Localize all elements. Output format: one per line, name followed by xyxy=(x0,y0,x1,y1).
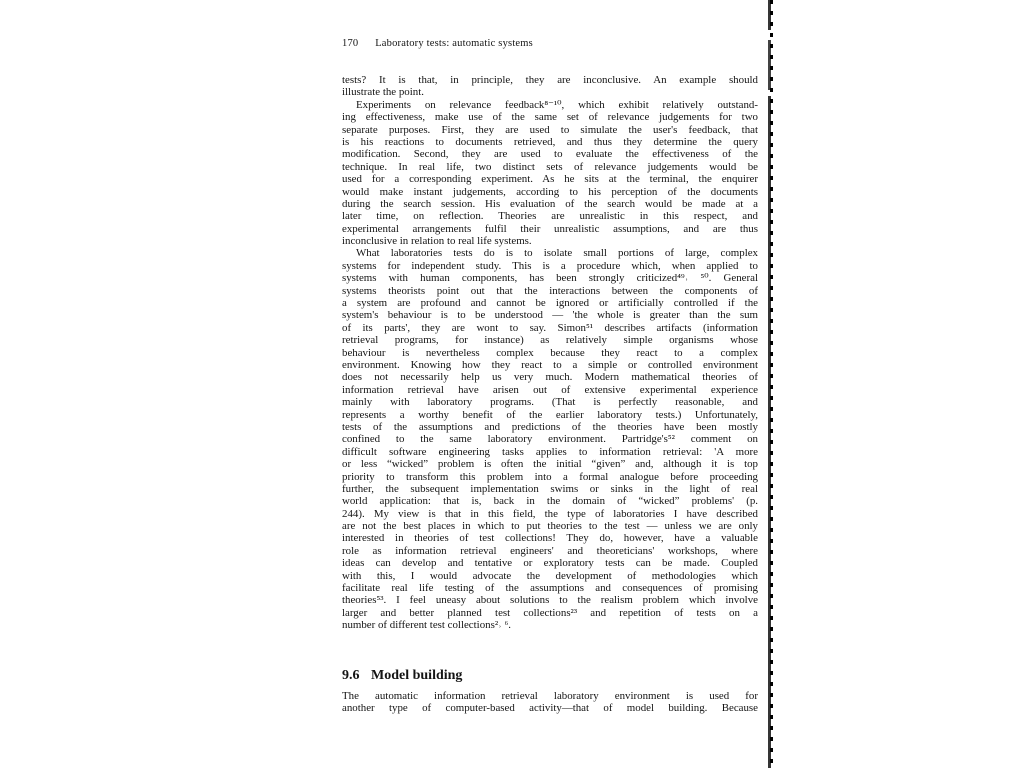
scan-edge-artifact xyxy=(768,0,774,768)
text-line: system's behaviour is to be understood — 'the whole is greater than the sum xyxy=(342,309,758,322)
running-title: Laboratory tests: automatic systems xyxy=(375,38,533,49)
text-line: does not necessarily help us very much. Modern mathematical theories of xyxy=(342,371,758,384)
section-number: 9.6 xyxy=(342,668,360,683)
section-heading xyxy=(342,668,462,684)
text-line: systems for independent study. This is a procedure which, when applied to xyxy=(342,259,758,272)
scan-edge-dots xyxy=(770,0,773,768)
text-line: mainly with laboratory programs. (That is perfectly reasonable, and xyxy=(342,396,758,409)
text-line: theories⁵³. I feel uneasy about solutions to the realism problem which involve xyxy=(342,594,758,607)
body-text xyxy=(342,74,758,632)
text-line: of its parts', they are wont to say. Simon⁵¹ describes artifacts (information xyxy=(342,321,758,334)
text-line: illustrate the point. xyxy=(342,86,424,99)
text-line: Experiments on relevance feedback⁸⁻¹⁰, which exhibit relatively outstand- xyxy=(356,98,758,111)
text-line: 244). My view is that in this field, the type of laboratories I have described xyxy=(342,507,758,520)
text-line: experimental arrangements fulfil their unrealistic assumptions, and are thus xyxy=(342,222,758,235)
text-line: further, the subsequent implementation swims or sinks in the light of real xyxy=(342,482,758,495)
text-line: is his reactions to documents retrieved, and thus they determine the query xyxy=(342,135,758,148)
text-line: during the search session. His evaluation of the search would be made at a xyxy=(342,197,758,210)
text-line: used for a corresponding experiment. As he sits at the terminal, the enquirer xyxy=(342,173,758,186)
scanned-page xyxy=(336,30,764,768)
text-line: information retrieval have arisen out of extensive experimental experience xyxy=(342,383,758,396)
text-line: represents a worthy benefit of the earlier laboratory tests.) Unfortunately, xyxy=(342,408,758,421)
text-line: separate purposes. First, they are used to simulate the user's feedback, that xyxy=(342,123,758,136)
text-line: confined to the same laboratory environment. Partridge's⁵² comment on xyxy=(342,433,758,446)
text-line: retrieval programs, for instance) as relatively simple organisms whose xyxy=(342,334,758,347)
text-line: ing effectiveness, make use of the same set of relevance judgements for two xyxy=(342,111,758,124)
section-text-line: The automatic information retrieval laboratory environment is used for xyxy=(342,690,758,702)
text-line: would make instant judgements, according to his perception of the documents xyxy=(342,185,758,198)
running-head xyxy=(342,38,533,49)
text-line: larger and better planned test collections²³ and repetition of tests on a xyxy=(342,606,758,619)
section-title: Model building xyxy=(371,668,463,683)
text-line: tests of the assumptions and predictions of the theories have been mostly xyxy=(342,420,758,433)
text-line: ideas can develop and tentative or exploratory tests can be made. Coupled xyxy=(342,557,758,570)
page-number: 170 xyxy=(342,38,359,49)
text-line: priority to transform this problem into a formal analogue before proceeding xyxy=(342,470,758,483)
text-line: with this, I would advocate the development of methodologies which xyxy=(342,569,758,582)
text-line: a system are profound and cannot be ignored or artificially controlled if the xyxy=(342,297,758,310)
text-line: environment. Knowing how they react to a simple or controlled environment xyxy=(342,358,758,371)
text-line: systems theorists point out that the interactions between the components of xyxy=(342,284,758,297)
text-line: systems with human components, has been strongly criticized⁴⁹˒ ⁵⁰. General xyxy=(342,272,758,285)
text-line: or less “wicked” problem is often the initial “given” and, although it is top xyxy=(342,458,758,471)
text-line: role as information retrieval engineers' and theoreticians' workshops, where xyxy=(342,544,758,557)
text-line: behaviour is nevertheless complex because they react to a complex xyxy=(342,346,758,359)
section-body-text xyxy=(342,690,758,715)
text-line: tests? It is that, in principle, they are inconclusive. An example should xyxy=(342,74,758,86)
text-line: later time, on reflection. Theories are unrealistic in this respect, and xyxy=(342,210,758,223)
text-line: What laboratories tests do is to isolate small portions of large, complex xyxy=(356,247,758,260)
text-line: number of different test collections²˒ ⁶. xyxy=(342,619,511,632)
text-line: interested in theories of test collections! They do, however, have a valuable xyxy=(342,532,758,545)
text-line: modification. Second, they are used to evaluate the effectiveness of the xyxy=(342,148,758,161)
text-line: are not the best places in which to put theories to the test — unless we are only xyxy=(342,520,758,533)
text-line: technique. In real life, two distinct sets of relevance judgements would be xyxy=(342,160,758,173)
text-line: difficult software engineering tasks applies to information retrieval: 'A more xyxy=(342,445,758,458)
text-line: facilitate real life testing of the assumptions and consequences of promising xyxy=(342,582,758,595)
section-text-line: another type of computer-based activity—that of model building. Because xyxy=(342,702,758,715)
text-line: world application: that is, back in the domain of “wicked” problems' (p. xyxy=(342,495,758,508)
text-line: inconclusive in relation to real life systems. xyxy=(342,235,532,248)
